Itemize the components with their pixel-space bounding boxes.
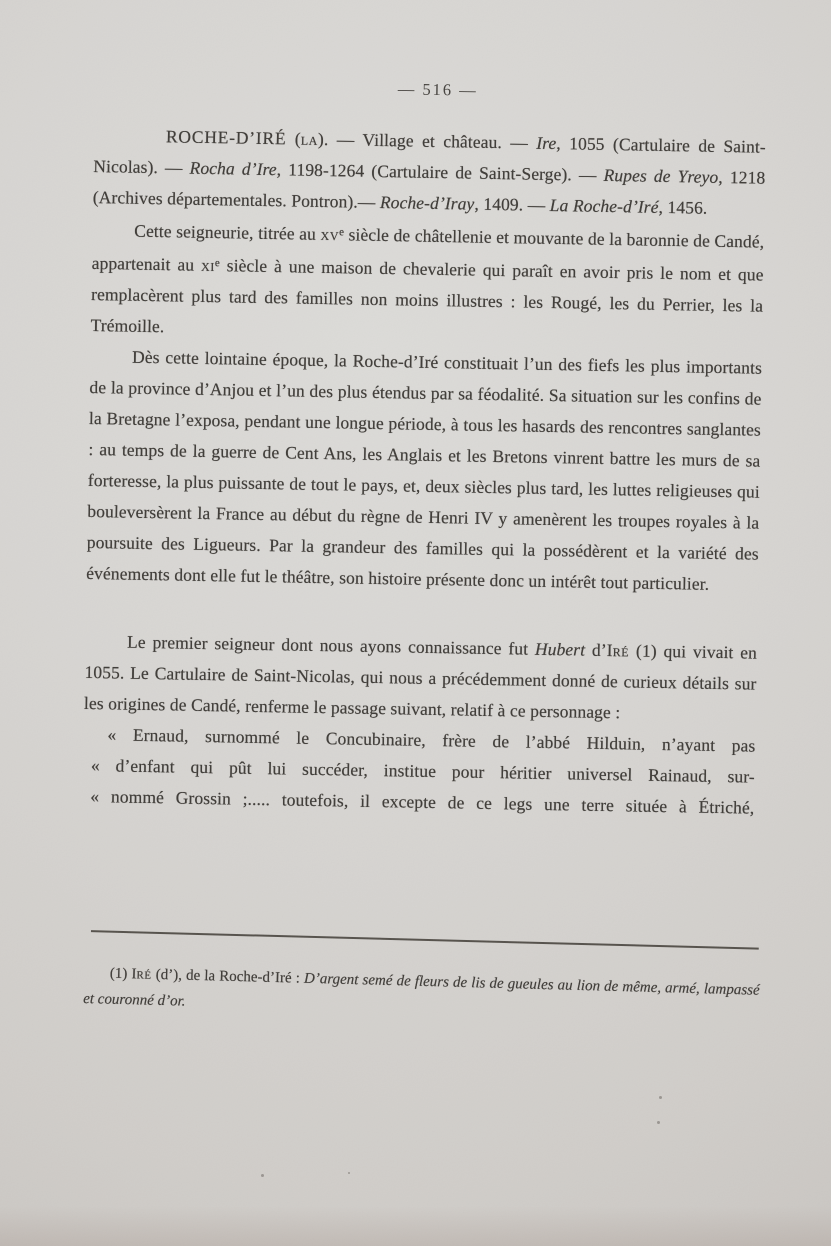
paragraph-histoire xyxy=(86,341,762,601)
text-segment: Dès cette lointaine époque, la Roche-d’Iré constituait l’un des fiefs les plus importants de la province d’Anjou et l’un des plus étendus par sa féodalité. Sa situation sur les confins de la Bretagne l’exposa, pendant une longue période, à tous les hasards des rencontres sanglantes : au temps de la guerre de Cent Ans, les Anglais et les Bretons vinrent battre les murs de sa forteresse, la plus puissante de tout le pays, et, deux siècles plus tard, les luttes religieuses qui bouleversèrent la France au début du règne de Henri IV y amenèrent les troupes royales à la poursuite des Ligueurs. Par la grandeur des familles qui la possédèrent et la variété des événements dont elle fut le théâtre, son histoire présente donc un intérêt tout particulier. xyxy=(86,346,763,594)
paragraph-premier-seigneur xyxy=(84,626,758,731)
text-segment: (1) qui vivait en 1055. Le Cartulaire de Saint-Nicolas, qui nous a précédemment donné de curieux détails sur les origines de Candé, renferme le passage suivant, relatif à ce personnage : xyxy=(83,640,758,723)
page-number: — 516 — xyxy=(397,79,478,100)
text-segment: Cette seigneurie, titrée au xyxy=(134,220,321,244)
text-segment: xv xyxy=(320,223,340,245)
entry-paragraph xyxy=(93,120,767,225)
text-segment: (d’), de la Roche-d’Iré : xyxy=(151,966,305,987)
text-segment: Rocha d’Ire xyxy=(189,157,277,180)
scan-speck xyxy=(261,1174,264,1177)
text-segment: , 1218 (Archives départementales. Pontron).— xyxy=(92,166,766,212)
footnote-text xyxy=(83,960,760,1030)
text-segment: « Ernaud, surnommé le Concubinaire, frère de l’abbé Hilduin, n’ayant pas xyxy=(107,724,756,756)
text-segment: Le premier seigneur dont nous ayons connaissance fut xyxy=(126,631,536,659)
page-content xyxy=(82,74,767,823)
text-segment: La Roche-d’Iré xyxy=(549,194,659,217)
text-segment: Roche-d’Iray xyxy=(379,191,475,214)
text-segment: « nommé Grossin ;..... toutefois, il excepte de ce legs une terre située à Étriché, xyxy=(90,785,755,818)
text-segment: D’argent semé de fleurs de lis de gueules au lion de même, armé, lampassé et couronné d’or. xyxy=(82,970,760,1010)
text-segment: ( xyxy=(286,128,302,149)
text-segment: siècle de châtellenie et mouvante de la baronnie de Candé, appartenait au xyxy=(91,224,765,275)
text-segment: , 1409. — xyxy=(474,193,550,215)
text-segment: e xyxy=(339,226,345,239)
text-segment: ré xyxy=(136,966,152,983)
text-segment: ré xyxy=(612,639,630,661)
text-segment: ). — Village et château. — xyxy=(317,128,537,153)
text-segment: , 1198-1264 (Cartulaire de Saint-Serge). — xyxy=(276,159,604,185)
text-segment: siècle à une maison de chevalerie qui paraît en avoir pris le nom et que remplacèrent plus tard des familles non moins illustres : les Rougé, les du Perrier, les la Trémoille. xyxy=(90,254,764,336)
text-segment: xi xyxy=(200,254,216,275)
scan-speck xyxy=(657,1121,660,1124)
text-segment: Rupes de Yreyo xyxy=(603,164,719,187)
text-segment: d’I xyxy=(584,639,613,660)
paragraph-seigneurie xyxy=(90,213,764,352)
text-segment: « d’enfant qui pût lui succéder, institue pour héritier universel Rainaud, sur- xyxy=(90,754,756,787)
body-paragraphs xyxy=(82,120,766,823)
text-segment: (1) I xyxy=(109,965,137,983)
footnote-separator-rule xyxy=(91,930,759,949)
scan-speck xyxy=(348,1172,350,1174)
text-segment: Hubert xyxy=(534,638,586,660)
text-segment: e xyxy=(214,256,220,270)
text-segment: , 1055 (Cartulaire de Saint-Nicolas). — xyxy=(93,133,767,178)
text-segment: ROCHE-D’IRÉ xyxy=(165,126,287,149)
footnote xyxy=(83,930,761,1030)
text-segment: , 1456. xyxy=(658,196,708,218)
text-segment: Ire xyxy=(536,132,557,154)
text-segment: la xyxy=(300,128,319,149)
scan-speck xyxy=(659,1096,662,1099)
